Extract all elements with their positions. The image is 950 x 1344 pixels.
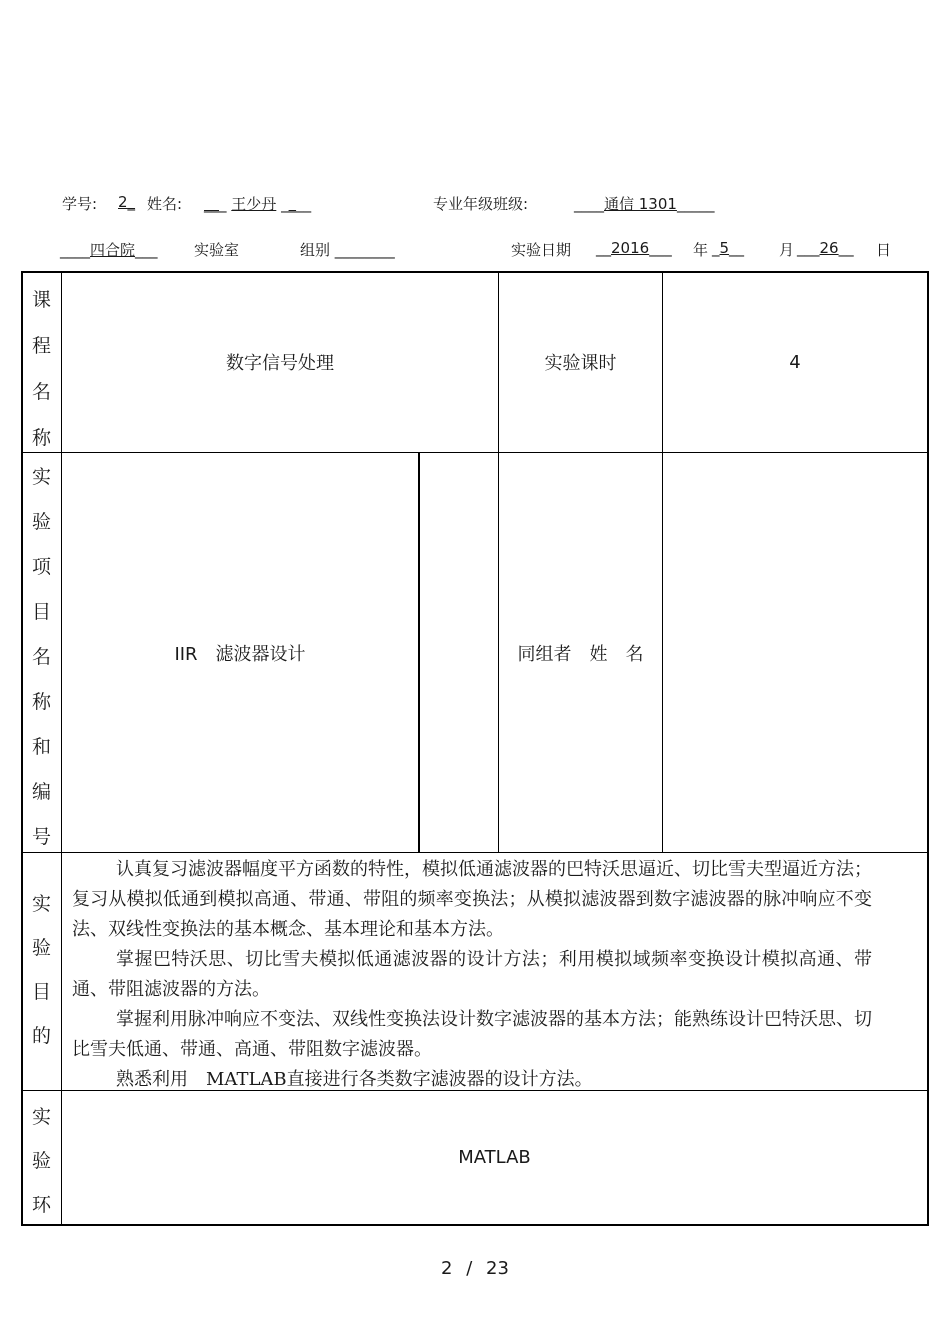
purpose-paragraph: 掌握利用脉冲响应不变法、双线性变换法设计数字滤波器的基本方法；能熟练设计巴特沃思、切比雪夫低通、带通、高通、带阻数字滤波器。 <box>72 1009 872 1060</box>
purpose-label <box>22 889 61 1065</box>
purpose-paragraph: 认真复习滤波器幅度平方函数的特性，模拟低通滤波器的巴特沃思逼近、切比雪夫型逼近方法；复习从模拟低通到模拟高通、带通、带阻的频率变换法；从模拟滤波器到数字滤波器的脉冲响应不变法、双线性变换法的基本概念、基本理论和基本方法。 <box>72 859 872 940</box>
month-value: 5 <box>719 239 730 257</box>
label-char: 验 <box>31 511 51 533</box>
student-id-text: 2 <box>118 193 128 211</box>
year-label: 年 <box>693 241 709 259</box>
course-name: 数字信号处理 <box>226 353 334 374</box>
label-char: 名 <box>31 646 51 668</box>
major-label: 专业年级班级: <box>433 195 529 213</box>
table-row-divider <box>21 852 929 853</box>
year-value: 2016 <box>611 239 650 257</box>
label-char: 程 <box>31 335 51 357</box>
label-char: 环 <box>31 1194 51 1216</box>
name-value: ___ 王少丹 ____ <box>204 195 312 213</box>
group-label: 组别 ________ <box>300 241 395 259</box>
label-char: 实 <box>31 1106 51 1128</box>
page-number <box>0 1258 950 1279</box>
day-value: 26 <box>819 239 839 257</box>
label-char: 验 <box>31 937 51 959</box>
hours-label: 实验课时 <box>544 353 617 374</box>
label-char: 项 <box>31 556 51 578</box>
label-char: 课 <box>31 289 51 311</box>
course-label <box>22 285 61 469</box>
page-total: 23 <box>486 1258 509 1279</box>
label-char: 称 <box>31 427 51 449</box>
env-label <box>22 1102 61 1234</box>
label-char: 实 <box>31 466 51 488</box>
project-name: IIR 滤波器设计 <box>174 643 306 665</box>
label-char: 编 <box>31 781 51 803</box>
major-value: ____通信 1301_____ <box>574 195 715 213</box>
label-char: 目 <box>31 601 51 623</box>
day-label: 日 <box>876 241 892 259</box>
lab-building-text: 四合院 <box>90 241 136 259</box>
label-char: 号 <box>31 826 51 848</box>
table-col-divider <box>418 452 420 853</box>
page-current: 2 <box>441 1258 453 1279</box>
table-border-right <box>927 271 929 1226</box>
date-year: __2016___ <box>596 239 672 257</box>
purpose-paragraph: 熟悉利用 MATLAB直接进行各类数字滤波器的设计方法。 <box>116 1069 593 1090</box>
student-id-label: 学号: <box>62 195 98 213</box>
label-char: 名 <box>31 381 51 403</box>
label-char: 称 <box>31 691 51 713</box>
date-day: ___26__ <box>797 239 854 257</box>
partners-label: 同组者 姓 名 <box>517 643 644 665</box>
purpose-text <box>72 855 872 1095</box>
purpose-paragraph: 掌握巴特沃思、切比雪夫模拟低通滤波器的设计方法；利用模拟域频率变换设计模拟高通、带通、带阻滤波器的方法。 <box>72 949 872 1000</box>
label-char: 和 <box>31 736 51 758</box>
date-month: _5__ <box>712 239 745 257</box>
group-label-text: 组别 <box>300 241 331 259</box>
name-text: 王少丹 <box>231 195 277 213</box>
hours-value: 4 <box>789 351 801 373</box>
label-char: 的 <box>31 1025 51 1047</box>
lab-room-label: 实验室 <box>194 241 240 259</box>
major-text: 通信 1301 <box>604 195 677 213</box>
page-separator: / <box>466 1258 473 1279</box>
project-label <box>22 462 61 867</box>
student-id-value: 2_ <box>118 193 136 211</box>
month-label: 月 <box>779 241 795 259</box>
lab-building: ____四合院___ <box>60 241 158 259</box>
table-border-bottom <box>21 1224 929 1226</box>
date-label: 实验日期 <box>511 241 572 259</box>
label-char: 目 <box>31 981 51 1003</box>
label-char: 实 <box>31 893 51 915</box>
name-label: 姓名: <box>147 195 183 213</box>
env-value: MATLAB <box>458 1147 531 1168</box>
label-char: 验 <box>31 1150 51 1172</box>
